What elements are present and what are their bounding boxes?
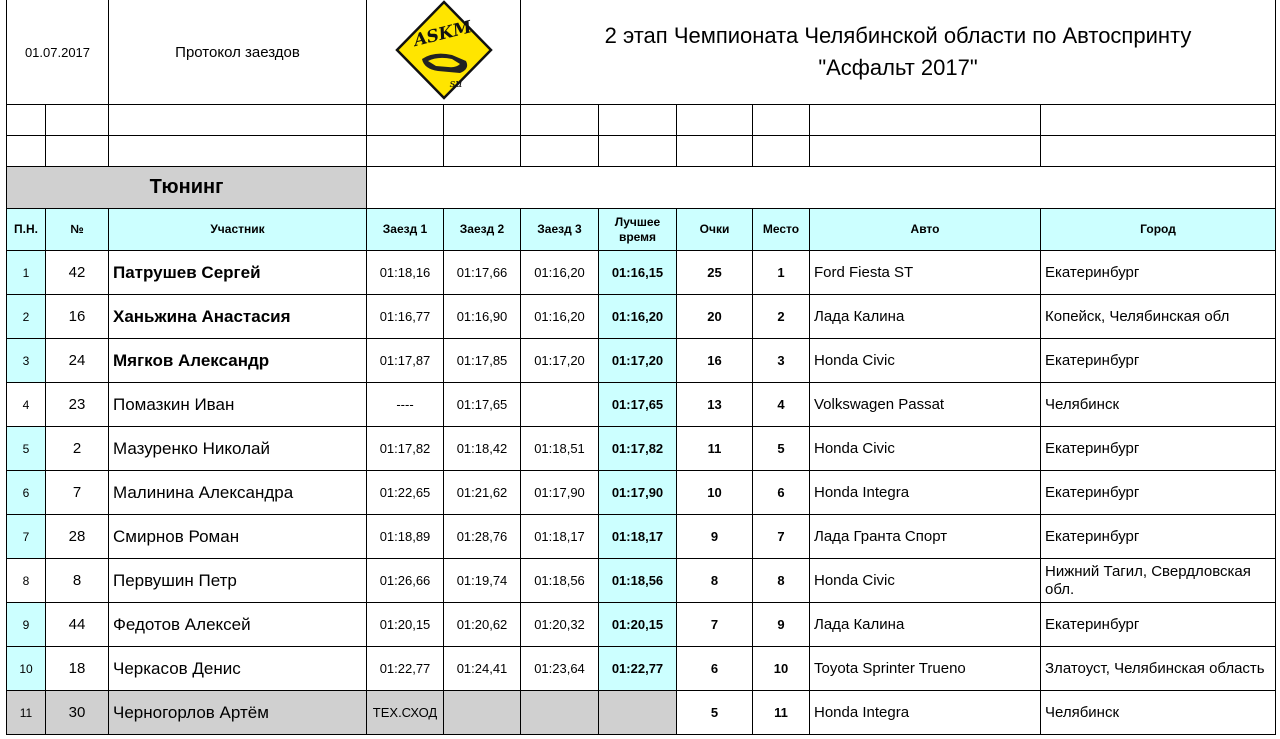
row-3-place (753, 339, 810, 383)
row-3-city (1041, 339, 1276, 383)
row-10-run3 (521, 647, 599, 691)
row-9-num (46, 603, 109, 647)
row-2-num-text: 16 (68, 308, 86, 325)
row-4-num (46, 383, 109, 427)
row-1-city-text: Екатеринбург (1045, 264, 1140, 281)
empty-cell (1041, 105, 1276, 136)
row-5-pos (6, 427, 46, 471)
row-4-run2 (444, 383, 521, 427)
col-header-best-text: Лучшее время (614, 215, 661, 244)
empty-cell (521, 105, 599, 136)
row-7-run2-text: 01:28,76 (456, 529, 508, 544)
row-9-run2 (444, 603, 521, 647)
row-4-place (753, 383, 810, 427)
row-10-city-text: Златоуст, Челябинская область (1045, 659, 1265, 677)
event-title-line2: "Асфальт 2017" (818, 55, 978, 80)
row-7-num-text: 28 (68, 528, 86, 545)
row-9-run2-text: 01:20,62 (456, 617, 508, 632)
header-doc-type (109, 0, 367, 105)
row-11-run1 (367, 691, 444, 735)
row-3-run2 (444, 339, 521, 383)
row-6-place-text: 6 (777, 485, 785, 500)
row-2-name-text: Ханьжина Анастасия (113, 306, 291, 326)
row-4-best-text: 01:17,65 (611, 397, 664, 412)
row-2-points (677, 295, 753, 339)
row-1-num (46, 251, 109, 295)
row-3-car (810, 339, 1041, 383)
row-7-points-text: 9 (710, 529, 719, 544)
row-2-place-text: 2 (777, 309, 785, 324)
row-2-name (109, 295, 367, 339)
row-6-points-text: 10 (707, 485, 722, 500)
row-4-run3 (521, 383, 599, 427)
header-logo-cell (367, 0, 521, 105)
row-3-points (677, 339, 753, 383)
row-8-best-text: 01:18,56 (611, 573, 664, 588)
row-7-num (46, 515, 109, 559)
row-11-place-text: 11 (774, 705, 788, 720)
row-6-car-text: Honda Integra (814, 484, 910, 501)
row-3-run1-text: 01:17,87 (379, 353, 431, 368)
empty-cell (521, 136, 599, 167)
row-3-num-text: 24 (68, 352, 86, 369)
row-2-pos (6, 295, 46, 339)
row-3-pos (6, 339, 46, 383)
row-3-pos-text: 3 (22, 353, 30, 368)
col-header-run1-text: Заезд 1 (382, 222, 428, 237)
askm-logo-icon (394, 0, 494, 101)
row-11-run1-text: ТЕХ.СХОД (372, 705, 438, 720)
row-5-place-text: 5 (777, 441, 785, 456)
row-2-pos-text: 2 (22, 309, 30, 324)
row-10-points-text: 6 (710, 661, 719, 676)
row-10-pos (6, 647, 46, 691)
col-header-name (109, 209, 367, 251)
row-8-name-text: Первушин Петр (113, 570, 237, 590)
row-1-pos (6, 251, 46, 295)
row-8-name (109, 559, 367, 603)
row-2-run3-text: 01:16,20 (534, 309, 585, 324)
row-2-run1 (367, 295, 444, 339)
category-empty (367, 167, 1276, 209)
row-2-points-text: 20 (707, 309, 722, 324)
row-4-car (810, 383, 1041, 427)
row-3-name (109, 339, 367, 383)
col-header-num (46, 209, 109, 251)
row-11-best (599, 691, 677, 735)
row-1-points-text: 25 (707, 265, 722, 280)
empty-cell (444, 105, 521, 136)
row-5-run3-text: 01:18,51 (534, 441, 585, 456)
row-1-name-text: Патрушев Сергей (113, 262, 261, 282)
empty-cell (753, 105, 810, 136)
row-1-place-text: 1 (777, 265, 785, 280)
empty-cell (753, 136, 810, 167)
row-7-pos-text: 7 (22, 529, 30, 544)
row-7-run1-text: 01:18,89 (379, 529, 431, 544)
row-5-pos-text: 5 (22, 441, 30, 456)
row-10-pos-text: 10 (19, 661, 33, 676)
row-11-city-text: Челябинск (1045, 704, 1120, 721)
row-6-pos (6, 471, 46, 515)
row-7-points (677, 515, 753, 559)
event-title (605, 20, 1192, 84)
row-3-car-text: Honda Civic (814, 352, 895, 369)
row-5-place (753, 427, 810, 471)
row-7-run3 (521, 515, 599, 559)
row-4-place-text: 4 (777, 397, 785, 412)
row-10-run2-text: 01:24,41 (456, 661, 508, 676)
logo-text-top: ASKM (411, 16, 474, 51)
row-8-car-text: Honda Civic (814, 572, 895, 589)
row-3-run3-text: 01:17,20 (534, 353, 585, 368)
row-9-num-text: 44 (68, 616, 86, 633)
empty-cell (810, 136, 1041, 167)
row-10-num (46, 647, 109, 691)
row-1-name (109, 251, 367, 295)
col-header-city-text: Город (1140, 222, 1176, 237)
col-header-run1 (367, 209, 444, 251)
empty-cell (1041, 136, 1276, 167)
row-2-city-text: Копейск, Челябинская обл (1045, 308, 1230, 325)
row-8-num-text: 8 (72, 572, 82, 589)
row-4-name-text: Помазкин Иван (113, 394, 235, 414)
row-9-run3 (521, 603, 599, 647)
header-date (6, 0, 109, 105)
row-3-num (46, 339, 109, 383)
col-header-run2-text: Заезд 2 (459, 222, 505, 237)
col-header-run3 (521, 209, 599, 251)
row-11-num-text: 30 (68, 704, 86, 721)
row-1-run3-text: 01:16,20 (534, 265, 585, 280)
row-7-run3-text: 01:18,17 (534, 529, 585, 544)
row-9-name-text: Федотов Алексей (113, 614, 251, 634)
row-8-city (1041, 559, 1276, 603)
row-10-run2 (444, 647, 521, 691)
row-7-city (1041, 515, 1276, 559)
row-4-run2-text: 01:17,65 (456, 397, 508, 412)
row-10-run1 (367, 647, 444, 691)
row-1-run1-text: 01:18,16 (379, 265, 431, 280)
empty-cell (677, 105, 753, 136)
empty-cell (46, 105, 109, 136)
row-1-points (677, 251, 753, 295)
row-8-points-text: 8 (710, 573, 719, 588)
row-3-run2-text: 01:17,85 (456, 353, 508, 368)
row-6-city (1041, 471, 1276, 515)
row-6-name-text: Малинина Александра (113, 482, 294, 502)
row-11-name (109, 691, 367, 735)
askm-logo (394, 0, 494, 105)
row-1-run2-text: 01:17,66 (456, 265, 508, 280)
header-date-text: 01.07.2017 (24, 44, 91, 60)
row-7-place-text: 7 (777, 529, 785, 544)
row-8-place-text: 8 (777, 573, 785, 588)
row-5-run1-text: 01:17,82 (379, 441, 431, 456)
row-1-car (810, 251, 1041, 295)
row-2-run3 (521, 295, 599, 339)
row-4-best (599, 383, 677, 427)
row-5-name-text: Мазуренко Николай (113, 438, 270, 458)
row-4-run1-text: ---- (396, 397, 414, 412)
row-11-car (810, 691, 1041, 735)
row-1-car-text: Ford Fiesta ST (814, 264, 914, 281)
empty-cell (109, 136, 367, 167)
empty-cell (46, 136, 109, 167)
col-header-pos-text: П.Н. (14, 222, 38, 237)
row-6-run3 (521, 471, 599, 515)
row-2-run2 (444, 295, 521, 339)
empty-cell (367, 105, 444, 136)
row-9-place (753, 603, 810, 647)
row-2-car (810, 295, 1041, 339)
row-7-car (810, 515, 1041, 559)
row-10-car-text: Toyota Sprinter Trueno (814, 660, 966, 677)
row-3-run1 (367, 339, 444, 383)
row-8-points (677, 559, 753, 603)
row-10-best (599, 647, 677, 691)
row-1-run2 (444, 251, 521, 295)
row-10-run1-text: 01:22,77 (379, 661, 431, 676)
logo-text-bottom: su (449, 76, 462, 90)
row-1-best (599, 251, 677, 295)
row-5-points (677, 427, 753, 471)
row-2-best (599, 295, 677, 339)
row-10-name (109, 647, 367, 691)
row-7-run2 (444, 515, 521, 559)
row-9-run1-text: 01:20,15 (379, 617, 431, 632)
row-6-run2 (444, 471, 521, 515)
row-3-points-text: 16 (707, 353, 722, 368)
row-7-place (753, 515, 810, 559)
col-header-run2 (444, 209, 521, 251)
row-10-points (677, 647, 753, 691)
row-8-place (753, 559, 810, 603)
row-9-points (677, 603, 753, 647)
row-4-city-text: Челябинск (1045, 396, 1120, 413)
row-6-car (810, 471, 1041, 515)
row-2-place (753, 295, 810, 339)
empty-cell (444, 136, 521, 167)
empty-cell (677, 136, 753, 167)
row-5-car (810, 427, 1041, 471)
row-1-best-text: 01:16,15 (611, 265, 664, 280)
row-8-pos-text: 8 (22, 573, 30, 588)
row-7-name-text: Смирнов Роман (113, 526, 240, 546)
row-4-pos-text: 4 (22, 397, 30, 412)
row-3-best-text: 01:17,20 (611, 353, 664, 368)
row-2-city (1041, 295, 1276, 339)
row-5-num (46, 427, 109, 471)
row-4-car-text: Volkswagen Passat (814, 396, 945, 413)
col-header-pos (6, 209, 46, 251)
empty-cell (109, 105, 367, 136)
row-5-city-text: Екатеринбург (1045, 440, 1140, 457)
col-header-points (677, 209, 753, 251)
row-9-best (599, 603, 677, 647)
row-8-run3 (521, 559, 599, 603)
row-11-car-text: Honda Integra (814, 704, 910, 721)
row-6-run3-text: 01:17,90 (534, 485, 585, 500)
row-1-run3 (521, 251, 599, 295)
row-5-city (1041, 427, 1276, 471)
row-9-car (810, 603, 1041, 647)
col-header-num-text: № (70, 222, 84, 237)
row-5-best (599, 427, 677, 471)
row-3-run3 (521, 339, 599, 383)
row-11-name-text: Черногорлов Артём (113, 702, 269, 722)
row-11-run2 (444, 691, 521, 735)
row-4-city (1041, 383, 1276, 427)
row-10-place-text: 10 (773, 661, 789, 676)
row-7-name (109, 515, 367, 559)
row-5-best-text: 01:17,82 (611, 441, 664, 456)
row-5-car-text: Honda Civic (814, 440, 895, 457)
row-6-name (109, 471, 367, 515)
row-11-points-text: 5 (710, 705, 719, 720)
row-6-best (599, 471, 677, 515)
header-title-cell (521, 0, 1276, 105)
row-10-city (1041, 647, 1276, 691)
row-6-run1-text: 01:22,65 (379, 485, 431, 500)
row-8-run1-text: 01:26,66 (379, 573, 431, 588)
row-10-num-text: 18 (68, 660, 86, 677)
row-2-num (46, 295, 109, 339)
row-8-pos (6, 559, 46, 603)
empty-cell (6, 136, 46, 167)
row-4-points (677, 383, 753, 427)
row-6-num-text: 7 (72, 484, 82, 501)
row-1-city (1041, 251, 1276, 295)
row-5-name (109, 427, 367, 471)
row-4-name (109, 383, 367, 427)
col-header-name-text: Участник (210, 222, 265, 237)
col-header-city (1041, 209, 1276, 251)
row-1-place (753, 251, 810, 295)
row-10-run3-text: 01:23,64 (534, 661, 585, 676)
row-8-num (46, 559, 109, 603)
row-9-city-text: Екатеринбург (1045, 616, 1140, 633)
row-11-points (677, 691, 753, 735)
row-8-run3-text: 01:18,56 (534, 573, 585, 588)
category-title (6, 167, 367, 209)
col-header-car (810, 209, 1041, 251)
row-10-place (753, 647, 810, 691)
row-11-pos (6, 691, 46, 735)
row-9-points-text: 7 (710, 617, 719, 632)
row-11-num (46, 691, 109, 735)
row-2-run1-text: 01:16,77 (379, 309, 431, 324)
row-9-best-text: 01:20,15 (611, 617, 664, 632)
col-header-place (753, 209, 810, 251)
row-2-car-text: Лада Калина (814, 308, 905, 325)
category-title-text: Тюнинг (149, 176, 224, 198)
row-9-city (1041, 603, 1276, 647)
row-6-points (677, 471, 753, 515)
row-5-run2-text: 01:18,42 (456, 441, 508, 456)
row-7-city-text: Екатеринбург (1045, 528, 1140, 545)
row-3-city-text: Екатеринбург (1045, 352, 1140, 369)
row-6-place (753, 471, 810, 515)
row-7-pos (6, 515, 46, 559)
row-7-best-text: 01:18,17 (611, 529, 664, 544)
row-8-best (599, 559, 677, 603)
row-7-run1 (367, 515, 444, 559)
row-6-run2-text: 01:21,62 (456, 485, 508, 500)
row-9-run3-text: 01:20,32 (534, 617, 585, 632)
col-header-points-text: Очки (699, 222, 730, 237)
row-4-pos (6, 383, 46, 427)
row-6-city-text: Екатеринбург (1045, 484, 1140, 501)
row-9-pos-text: 9 (22, 617, 30, 632)
row-6-num (46, 471, 109, 515)
row-3-place-text: 3 (777, 353, 785, 368)
row-10-name-text: Черкасов Денис (113, 658, 241, 678)
empty-cell (6, 105, 46, 136)
row-6-best-text: 01:17,90 (611, 485, 664, 500)
row-5-points-text: 11 (707, 441, 722, 456)
empty-cell (599, 105, 677, 136)
row-7-car-text: Лада Гранта Спорт (814, 528, 948, 545)
empty-cell (810, 105, 1041, 136)
row-8-car (810, 559, 1041, 603)
row-5-run3 (521, 427, 599, 471)
col-header-best (599, 209, 677, 251)
row-5-run1 (367, 427, 444, 471)
row-7-best (599, 515, 677, 559)
row-11-pos-text: 11 (19, 705, 33, 720)
row-10-best-text: 01:22,77 (611, 661, 664, 676)
row-4-num-text: 23 (68, 396, 86, 413)
row-2-run2-text: 01:16,90 (456, 309, 508, 324)
row-4-points-text: 13 (707, 397, 722, 412)
row-8-run2-text: 01:19,74 (456, 573, 508, 588)
row-6-pos-text: 6 (22, 485, 30, 500)
col-header-run3-text: Заезд 3 (537, 222, 582, 237)
row-5-num-text: 2 (72, 440, 82, 457)
row-1-pos-text: 1 (22, 265, 30, 280)
row-8-run2 (444, 559, 521, 603)
empty-cell (367, 136, 444, 167)
row-10-car (810, 647, 1041, 691)
row-1-run1 (367, 251, 444, 295)
header-doc-type-text: Протокол заездов (175, 43, 300, 61)
row-9-place-text: 9 (777, 617, 785, 632)
event-title-line1: 2 этап Чемпионата Челябинской области по Автоспринту (604, 23, 1192, 49)
row-11-run3 (521, 691, 599, 735)
empty-cell (599, 136, 677, 167)
row-1-num-text: 42 (68, 264, 86, 281)
col-header-place-text: Место (762, 222, 800, 237)
col-header-car-text: Авто (910, 222, 940, 237)
row-8-city-text: Нижний Тагил, Свердловская обл. (1045, 562, 1251, 598)
row-5-run2 (444, 427, 521, 471)
row-6-run1 (367, 471, 444, 515)
row-9-run1 (367, 603, 444, 647)
row-8-run1 (367, 559, 444, 603)
row-2-best-text: 01:16,20 (611, 309, 664, 324)
row-11-place (753, 691, 810, 735)
row-4-run1 (367, 383, 444, 427)
row-3-name-text: Мягков Александр (113, 350, 270, 370)
row-9-pos (6, 603, 46, 647)
row-3-best (599, 339, 677, 383)
row-9-car-text: Лада Калина (814, 616, 905, 633)
row-11-city (1041, 691, 1276, 735)
row-9-name (109, 603, 367, 647)
